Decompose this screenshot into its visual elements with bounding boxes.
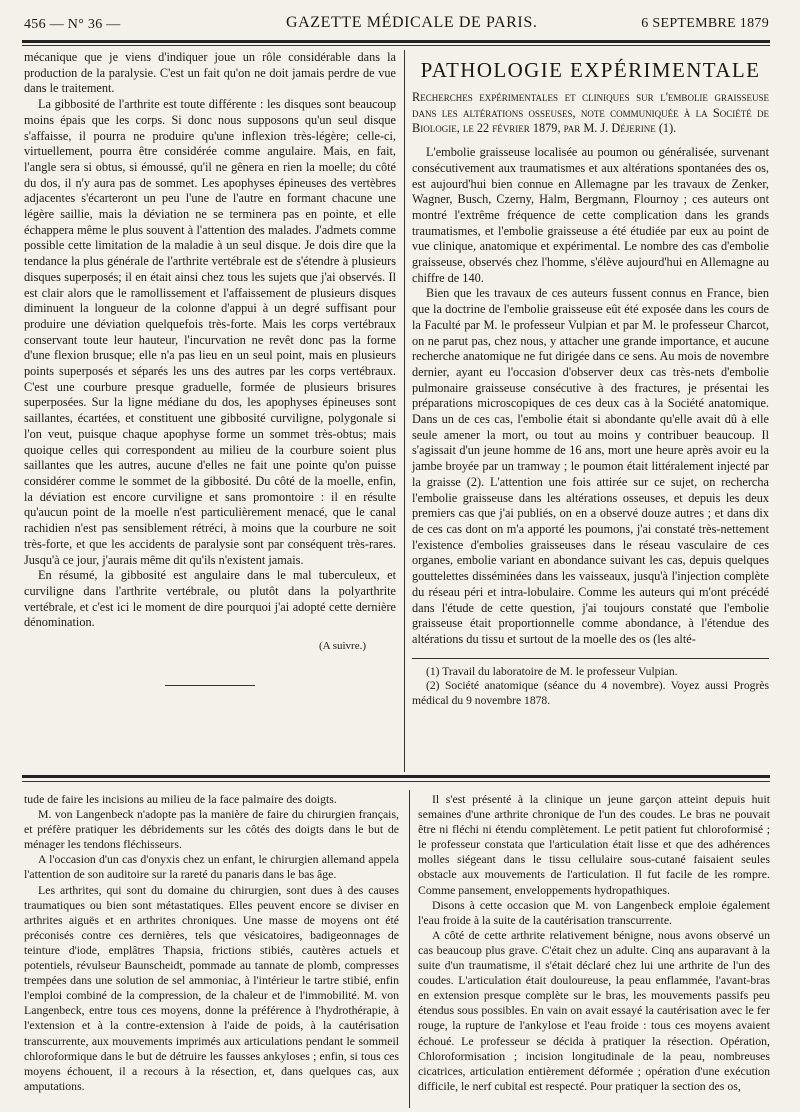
paragraph: La gibbosité de l'arthrite est toute différente : les disques sont beaucoup moins épais que les corps. Si donc nous supposons qu'un seul disque s'affaisse, il pourra ne produire qu'une inflexion très-légère; celle-ci, virtuellement, pourra être considérée comme angulaire. Mais, en fait, l'angle sera si obtus, si émoussé, qu'il ne gênera en rien la moelle; du côté du dos, il n'y aura pas de sommet. Les apophyses épineuses des vertèbres adjacentes s'écarteront un peu l'une de l'autre en formant chacune une légère saillie, mais la déviation ne se terminera pas en pointe, et elle échappera même le plus souvent à l'attention des malades. J'admets comme possible cette limitation de la maladie à un seul disque. Je dois dire que la tendance la plus générale de l'arthrite vertébrale est de s'étendre à plusieurs disques superposés; il en était ainsi chez tous les sujets que j'ai observés. Il est clair alors que le ramollissement et l'affaissement de plusieurs disques diminuent la longueur de la colonne d'appui à un degré suffisant pour produire une déviation quelquefois très-forte. Mais les corps vertébraux conservant toute leur hauteur, l'incurvation ne revêt donc pas la forme d'une flexion brusque; elle n'a pas lieu en un seul point, mais en plusieurs points superposés et séparés les uns des autres par les corps vertébraux. C'est une courbure presque graduelle, formée de plusieurs brisures superposées. Sur la ligne médiane du dos, les apophyses épineuses sont saillantes, écartées, et constituent une gibbosité curviligne, polygonale si l'on veut, puisque chaque apophyse forme un sommet très-obtus; mais quoique celles qui correspondent au milieu de la courbure soient plus saillantes que les autres, aucune d'elles ne fait une pointe qu'on puisse considérer comme le sommet de la gibbosité. Du côté de la moelle, enfin, la déviation est encore curviligne et sans promontoire : il en résulte qu'aucun point de la moelle n'est particulièrement menacé, que le canal rachidien n'est pas sensiblement rétréci, à moins que la courbure ne soit très-forte, et que les accidents de paralysie sont par conséquent très-rares. Jusqu'à ce jour, j'aurais même dit qu'ils n'existent jamais.	[24, 97, 396, 567]
paragraph: A côté de cette arthrite relativement bénigne, nous avons observé un cas beaucoup plus grave. C'était chez un adulte. Cinq ans auparavant à la suite d'un traumatisme, il s'était déclaré chez lui une arthrite de l'un des coudes. L'articulation était douloureuse, la peau enflammée, l'avant-bras en extension presque complète sur le bras, les mouvements passifs peu étendus sous possibles. En vain on avait essayé la cautérisation avec le fer rouge, la rupture de l'ankylose et l'eau froide : tous ces moyens avaient échoué. Le professeur se décida à pratiquer la résection. Opération, Chloroformisation ; incision longitudinale de la peau, nombreuses cicatrices, articulation entièrement déformée ; opération d'une exécution difficile, le nerf cubital est respecté. Pour pratiquer la section des os,	[418, 927, 770, 1093]
paragraph: M. von Langenbeck n'adopte pas la manière de faire du chirurgien français, et préfère pratiquer les débridements sur les côtés des doigts dans le but de ménager les tendons fléchisseurs.	[24, 807, 399, 852]
footnote: (1) Travail du laboratoire de M. le professeur Vulpian.	[426, 664, 678, 678]
supplement-rule-thin	[22, 781, 770, 782]
header-rule-thin	[22, 45, 770, 46]
to-follow: (A suivre.)	[318, 640, 366, 653]
article-heading: Recherches expérimentales et cliniques sur l'embolie graisseuse dans les altérations osseuses, note communiquée à la Société de Biologie, le 22 février 1879, par M. J. Déjerine (1).	[412, 90, 769, 136]
paragraph: L'embolie graisseuse localisée au poumon ou généralisée, survenant consécutivement aux traumatismes et aux altérations spontanées des os, est aujourd'hui bien connue en Allemagne par les travaux de Zenker, Wagner, Busch, Czerny, Halm, Bergmann, Flournoy ; ces auteurs ont montré l'extrême fréquence de cette complication dans les grands traumatismes, et l'embolie graisseuse a été étudiée par eux au point de vue clinique, anatomique et expérimental. Le nombre des cas d'embolie graisseuse, observés chez l'homme, s'élève aujourd'hui en Allemagne au chiffre de 140.	[412, 145, 769, 285]
section-title: PATHOLOGIE EXPÉRIMENTALE	[420, 58, 761, 82]
footnotes	[412, 665, 769, 709]
page-header	[24, 14, 769, 38]
paragraph: A l'occasion d'un cas d'onyxis chez un enfant, le chirurgien allemand appela l'attention de son auditoire sur la rareté du panaris dans le bas âge.	[24, 852, 399, 882]
paragraph: Il s'est présenté à la clinique un jeune garçon atteint depuis huit semaines d'une arthrite chronique de l'un des coudes. Le bras ne pouvait être ni fléchi ni étendu complètement. Le petit patient fut chloroformisé ; le professeur constata que l'articulation était lisse et que des adhérences molles siégeant dans le tissu cellulaire sous-cutané faisaient seules obstacle aux mouvements de l'articulation. Il fut facile de les rompre. Comme pansement, enveloppements hydropathiques.	[418, 792, 770, 897]
column-divider-bottom	[409, 790, 410, 1108]
footnote-rule	[412, 658, 769, 659]
left-column-bottom	[24, 792, 399, 1094]
left-column-top	[24, 50, 396, 686]
footnote: (2) Société anatomique (séance du 4 novembre). Voyez aussi Progrès médical du 9 novembre 1878.	[412, 679, 769, 707]
column-divider-top	[404, 50, 405, 772]
paragraph: Bien que les travaux de ces auteurs fussent connus en France, bien que la doctrine de l'embolie graisseuse eût été exposée dans les cours de la Faculté par M. le professeur Vulpian et par M. le professeur Charcot, on ne parut pas, chez nous, y attacher une grande importance, et aucune recherche anatomique ne fut dirigée dans ce sens. Au mois de novembre dernier, ayant eu l'occasion d'observer deux cas très-nets d'embolie pulmonaire graisseuse consécutive à des fractures, je présentai les préparations microscopiques de ces deux cas à la Société anatomique. Dans un de ces cas, l'embolie était si abondante qu'elle avait dû à elle seule amener la mort, ou tout au moins y contribuer beaucoup. Il s'agissait d'un jeune homme de 16 ans, mort une heure après avoir eu la jambe broyée par un tramway ; le poumon était littéralement injecté par la graisse (2). L'attention une fois attirée sur ce sujet, on rechercha l'embolie graisseuse dans les altérations osseuses, et depuis les deux premiers cas que j'ai publiés, on en a observé douze autres ; et dans dix de ces cas dont on m'a apporté les poumons, j'ai constaté très-nettement l'existence d'embolies graisseuses dans le réseau vasculaire de ces organes, embolie variant en abondance suivant les cas, depuis quelques gouttelettes disséminées dans les vaisseaux, jusqu'à l'injection complète du réseau péri et intra-lobulaire. Comme les auteurs qui m'ont précédé dans l'étude de cette question, j'ai toujours constaté que l'embolie graisseuse était proportionnelle comme abondance, à l'étendue des altérations du tissu et surtout de la moelle des os (les alté-	[412, 286, 769, 646]
issue-date: 6 SEPTEMBRE 1879	[641, 16, 769, 31]
page-number: 456 — N° 36 —	[24, 17, 121, 32]
journal-title: GAZETTE MÉDICALE DE PARIS.	[286, 14, 538, 31]
paragraph: Les arthrites, qui sont du domaine du chirurgien, sont dues à des causes traumatiques ou bien sont métastatiques. Elles peuvent encore se diviser en arthrites aiguës et en arthrites chroniques. Une masse de moyens ont été préconisés contre ces dernières, tels que vésicatoires, badigeonnages de teinture d'iode, emplâtres Thapsia, frictions stibiés, cautères actuels et potentiels, révulseur Baunscheidt, pommade au tannate de plomb, compresses trempées dans une solution de sel ammoniac, à l'intérieur le tartre stibié, enfin l'emploi combiné de la compression, de la chaleur et de l'immobilité. M. von Langenbeck, entre tous ces moyens, donne la préférence à l'hydrothérapie, à l'extension et à la contre-extension à l'aide de poids, à la cautérisation transcurrente, aux mouvements imprimés aux articulations pendant le sommeil chloroformique dans le but de détruire les fausses ankyloses ; enfin, si tous ces moyens échouent, il a recours à la résection, et, dans quelques cas, aux amputations.	[24, 882, 399, 1093]
paragraph: En résumé, la gibbosité est angulaire dans le mal tuberculeux, et curviligne dans l'arthrite vertébrale, ou plutôt dans la polyarthrite vertébrale, et c'est ici le moment de dire pourquoi j'ai adopté cette dernière dénomination.	[24, 568, 396, 630]
section-separator	[165, 685, 255, 686]
header-rule	[22, 40, 770, 43]
right-column-top	[412, 50, 769, 708]
paragraph: Disons à cette occasion que M. von Langenbeck emploie également l'eau froide à la suite de la cautérisation transcurrente.	[418, 897, 770, 927]
paragraph: tude de faire les incisions au milieu de la face palmaire des doigts.	[24, 792, 337, 806]
supplement-rule	[22, 775, 770, 778]
paragraph: mécanique que je viens d'indiquer joue un rôle considérable dans la production de la paralysie. C'est un fait qu'on ne doit jamais perdre de vue dans le traitement.	[24, 50, 396, 96]
right-column-bottom	[418, 792, 770, 1094]
